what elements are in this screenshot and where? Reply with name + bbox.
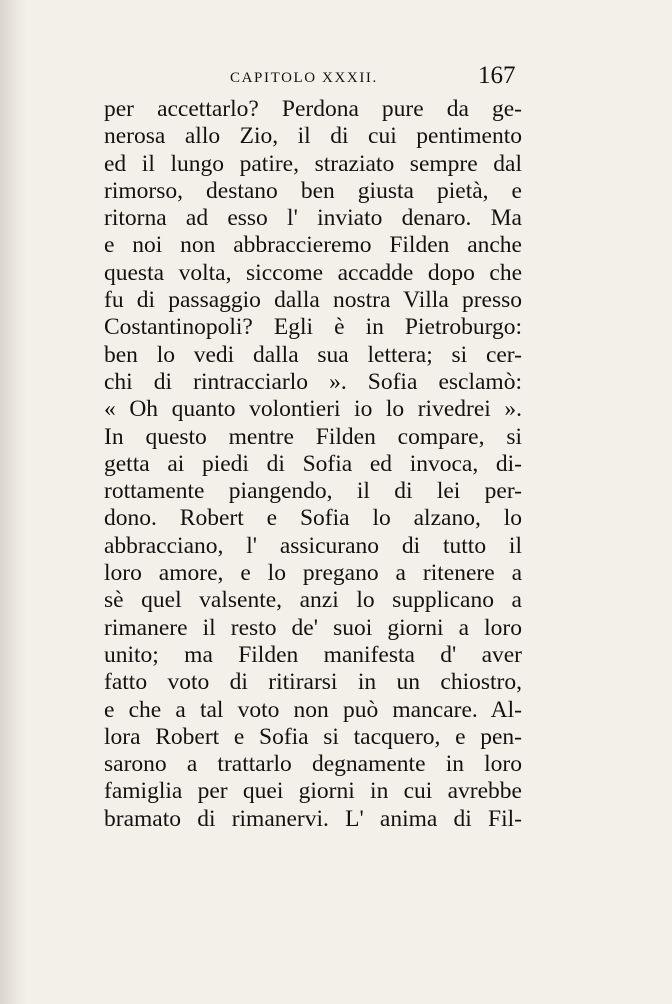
text-line: rimanere il resto de' suoi giorni a loro bbox=[104, 614, 522, 641]
text-line: dono. Robert e Sofia lo alzano, lo bbox=[104, 505, 522, 532]
text-line: lora Robert e Sofia si tacquero, e pen- bbox=[104, 723, 522, 750]
text-line: sarono a trattarlo degnamente in loro bbox=[104, 751, 522, 778]
text-line: nerosa allo Zio, il di cui pentimento bbox=[104, 123, 522, 150]
text-line: famiglia per quei giorni in cui avrebbe bbox=[104, 778, 522, 805]
text-line: loro amore, e lo pregano a ritenere a bbox=[104, 560, 522, 587]
text-line: per accettarlo? Perdona pure da ge- bbox=[104, 96, 522, 122]
text-line: rottamente piangendo, il di lei per- bbox=[104, 478, 522, 505]
text-line: ed il lungo patire, straziato sempre dal bbox=[104, 150, 522, 177]
running-head: CAPITOLO XXXII. bbox=[230, 70, 378, 86]
text-line: rimorso, destano ben giusta pietà, e bbox=[104, 177, 522, 204]
text-line: bramato di rimanervi. L' anima di Fil- bbox=[104, 805, 522, 832]
page-header bbox=[0, 62, 672, 92]
text-line: fatto voto di ritirarsi in un chiostro, bbox=[104, 669, 522, 696]
text-line: e che a tal voto non può mancare. Al- bbox=[104, 696, 522, 723]
text-line: In questo mentre Filden compare, si bbox=[104, 423, 522, 450]
text-line: e noi non abbraccieremo Filden anche bbox=[104, 232, 522, 259]
text-line: ritorna ad esso l' inviato denaro. Ma bbox=[104, 205, 522, 232]
body-text bbox=[104, 96, 522, 833]
text-line: unito; ma Filden manifesta d' aver bbox=[104, 641, 522, 668]
text-line: getta ai piedi di Sofia ed invoca, di- bbox=[104, 450, 522, 477]
text-line: Costantinopoli? Egli è in Pietroburgo: bbox=[104, 314, 522, 341]
page-edge-shadow bbox=[0, 0, 28, 1004]
text-line: « Oh quanto volontieri io lo rivedrei ». bbox=[104, 396, 522, 423]
text-line: questa volta, siccome accadde dopo che bbox=[104, 259, 522, 286]
page-number: 167 bbox=[478, 62, 516, 89]
text-line: chi di rintracciarlo ». Sofia esclamò: bbox=[104, 368, 522, 395]
text-line: ben lo vedi dalla sua lettera; si cer- bbox=[104, 341, 522, 368]
text-line: abbracciano, l' assicurano di tutto il bbox=[104, 532, 522, 559]
text-line: fu di passaggio dalla nostra Villa presso bbox=[104, 287, 522, 314]
text-line: sè quel valsente, anzi lo supplicano a bbox=[104, 587, 522, 614]
